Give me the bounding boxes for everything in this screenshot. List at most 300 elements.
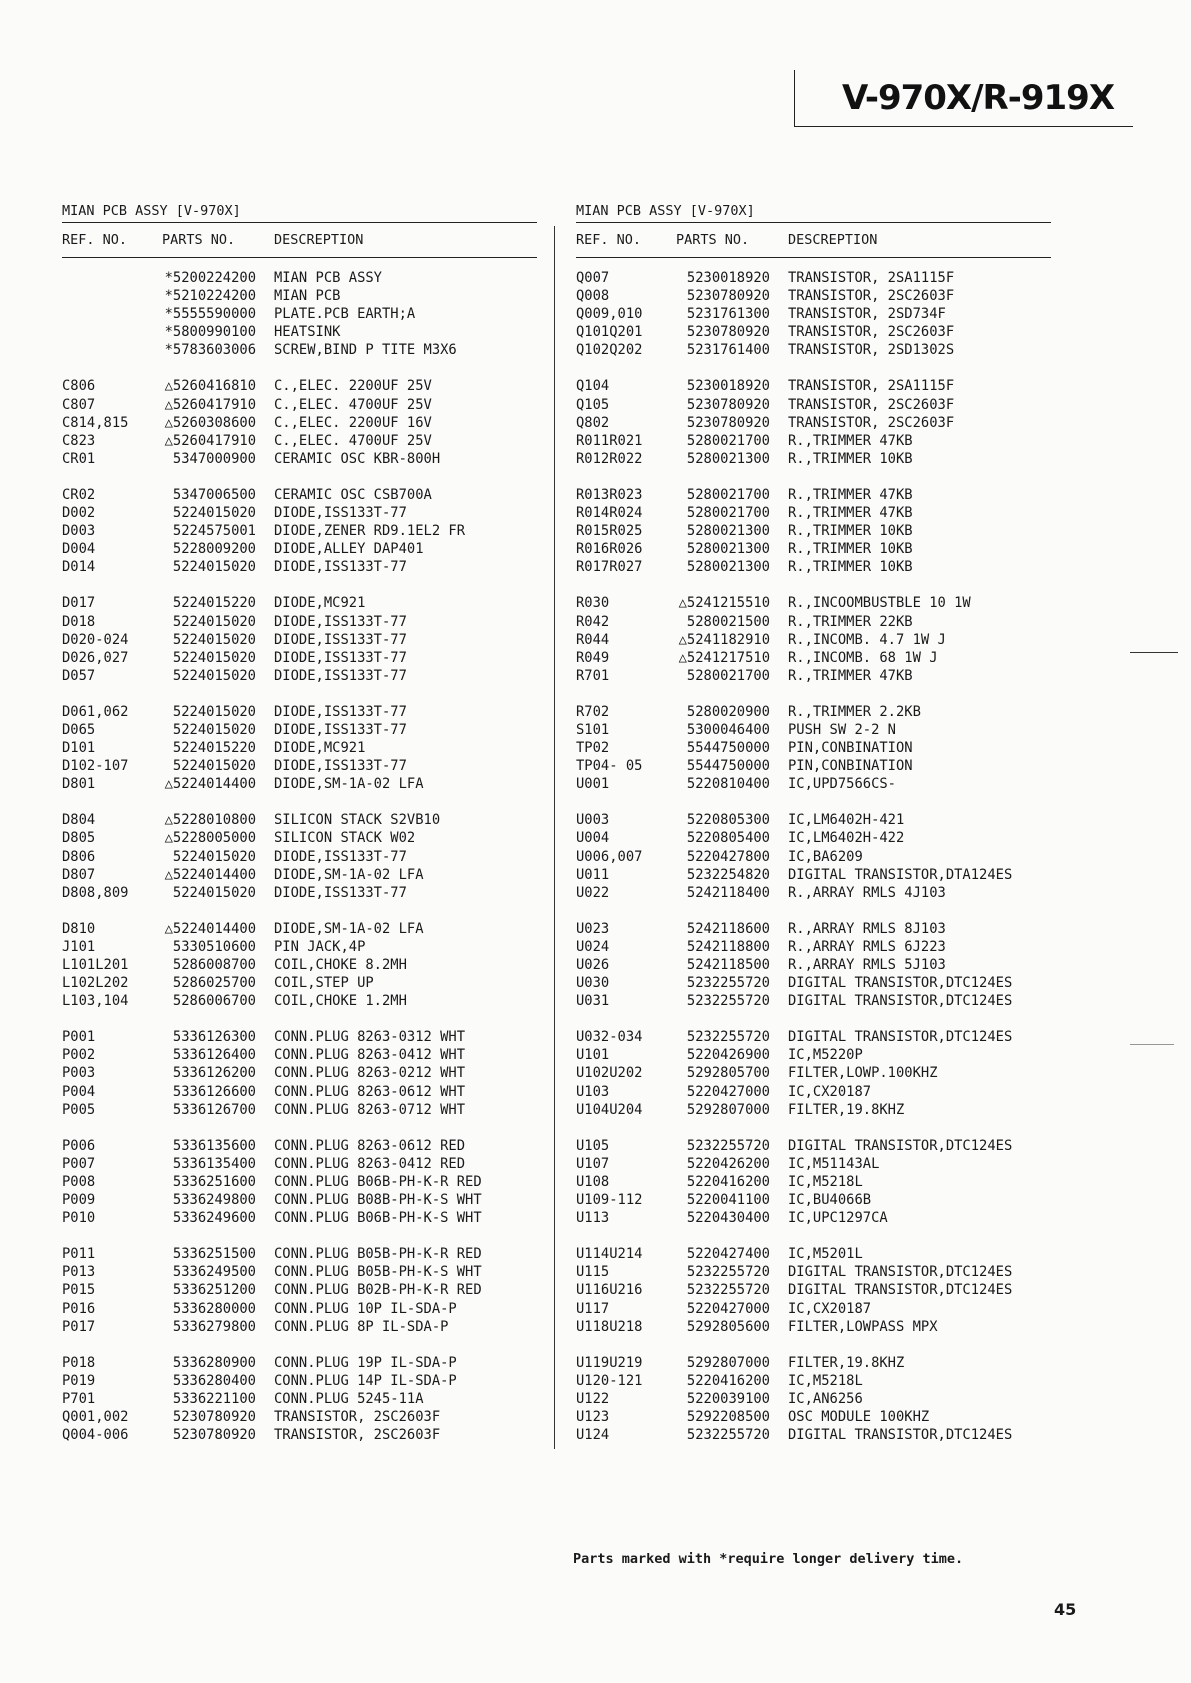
description-cell: FILTER,19.8KHZ bbox=[788, 1354, 905, 1371]
table-row bbox=[62, 522, 537, 540]
table-row bbox=[576, 1101, 1051, 1119]
table-row bbox=[576, 287, 1051, 305]
ref-no-cell: D808,809 bbox=[62, 884, 129, 901]
ref-no-cell: R017R027 bbox=[576, 559, 643, 576]
parts-no-cell: 5220427800 bbox=[686, 848, 770, 865]
table-row bbox=[576, 341, 1051, 359]
description-cell: TRANSISTOR, 2SC2603F bbox=[788, 288, 955, 305]
ref-no-cell: U004 bbox=[576, 830, 610, 847]
ref-no-cell: P018 bbox=[62, 1354, 96, 1371]
ref-no-cell: R013R023 bbox=[576, 486, 643, 503]
parts-no-cell: 5232255720 bbox=[686, 1137, 770, 1154]
table-header bbox=[62, 223, 537, 257]
description-cell: CONN.PLUG 8263-0412 RED bbox=[274, 1155, 466, 1172]
table-row bbox=[576, 396, 1051, 414]
ref-no-cell: U122 bbox=[576, 1390, 610, 1407]
parts-no-cell: 5336221100 bbox=[172, 1390, 256, 1407]
description-cell: CONN.PLUG 8263-0612 WHT bbox=[274, 1083, 466, 1100]
ref-no-cell: U118U218 bbox=[576, 1318, 643, 1335]
table-row bbox=[576, 1046, 1051, 1064]
parts-no-cell: △5228005000 bbox=[164, 830, 256, 847]
parts-no-cell: 5220416200 bbox=[686, 1372, 770, 1389]
table-row bbox=[62, 1209, 537, 1227]
parts-no-cell: 5230780920 bbox=[172, 1408, 256, 1425]
header-ref-no: REF. NO. bbox=[62, 232, 128, 248]
table-row bbox=[576, 1354, 1051, 1372]
ref-no-cell: D065 bbox=[62, 721, 96, 738]
table-row bbox=[62, 396, 537, 414]
parts-group bbox=[576, 1354, 1051, 1444]
ref-no-cell: L102L202 bbox=[62, 975, 129, 992]
parts-group bbox=[576, 594, 1051, 684]
description-cell: TRANSISTOR, 2SD1302S bbox=[788, 342, 955, 359]
parts-no-cell: 5224015020 bbox=[172, 559, 256, 576]
table-row bbox=[576, 323, 1051, 341]
description-cell: DIGITAL TRANSISTOR,DTC124ES bbox=[788, 1282, 1013, 1299]
table-row bbox=[62, 1191, 537, 1209]
ref-no-cell: TP04- 05 bbox=[576, 758, 643, 775]
ref-no-cell: R015R025 bbox=[576, 523, 643, 540]
column-divider bbox=[554, 226, 555, 1449]
ref-no-cell: J101 bbox=[62, 938, 96, 955]
description-cell: PUSH SW 2-2 N bbox=[788, 721, 896, 738]
description-cell: CONN.PLUG 8263-0712 WHT bbox=[274, 1101, 466, 1118]
description-cell: R.,ARRAY RMLS 8J103 bbox=[788, 920, 946, 937]
table-row bbox=[576, 613, 1051, 631]
table-row bbox=[576, 938, 1051, 956]
ref-no-cell: Q104 bbox=[576, 378, 610, 395]
parts-no-cell: 5230780920 bbox=[172, 1427, 256, 1444]
parts-no-cell: *5200224200 bbox=[164, 270, 256, 286]
ref-no-cell: D017 bbox=[62, 595, 96, 612]
description-cell: R.,TRIMMER 10KB bbox=[788, 523, 913, 540]
ref-no-cell: P004 bbox=[62, 1083, 96, 1100]
table-row bbox=[576, 703, 1051, 721]
ref-no-cell: U022 bbox=[576, 884, 610, 901]
parts-no-cell: 5280021300 bbox=[686, 559, 770, 576]
description-cell: R.,ARRAY RMLS 6J223 bbox=[788, 938, 946, 955]
ref-no-cell bbox=[62, 341, 150, 359]
description-cell: DIODE,ISS133T-77 bbox=[274, 613, 407, 630]
table-row bbox=[62, 1046, 537, 1064]
parts-no-cell: △5241217510 bbox=[678, 649, 770, 666]
description-cell: CERAMIC OSC CSB700A bbox=[274, 486, 432, 503]
ref-no-cell: R016R026 bbox=[576, 541, 643, 558]
parts-no-cell: 5347006500 bbox=[172, 486, 256, 503]
description-cell: R.,TRIMMER 47KB bbox=[788, 667, 913, 684]
description-cell: CONN.PLUG B06B-PH-K-R RED bbox=[274, 1173, 482, 1190]
description-cell: DIODE,ISS133T-77 bbox=[274, 758, 407, 775]
description-cell: IC,BA6209 bbox=[788, 848, 863, 865]
ref-no-cell: U104U204 bbox=[576, 1101, 643, 1118]
table-row bbox=[62, 504, 537, 522]
description-cell: DIODE,SM-1A-02 LFA bbox=[274, 866, 424, 883]
table-header bbox=[576, 223, 1051, 257]
ref-no-cell: R702 bbox=[576, 703, 610, 720]
description-cell: R.,TRIMMER 47KB bbox=[788, 432, 913, 449]
parts-no-cell: 5280021300 bbox=[686, 523, 770, 540]
ref-no-cell: R014R024 bbox=[576, 505, 643, 522]
description-cell: CONN.PLUG 8263-0312 WHT bbox=[274, 1029, 466, 1046]
ref-no-cell: D805 bbox=[62, 830, 96, 847]
table-row bbox=[62, 1318, 537, 1336]
ref-no-cell: U124 bbox=[576, 1427, 610, 1444]
table-row bbox=[62, 829, 537, 847]
parts-no-cell: 5232255720 bbox=[686, 993, 770, 1010]
table-row bbox=[576, 1372, 1051, 1390]
description-cell: R.,INCOOMBUSTBLE 10 1W bbox=[788, 595, 971, 612]
table-row bbox=[62, 848, 537, 866]
description-cell: DIODE,ISS133T-77 bbox=[274, 721, 407, 738]
parts-no-cell: 5224015220 bbox=[172, 595, 256, 612]
table-row bbox=[62, 486, 537, 504]
table-row bbox=[576, 1173, 1051, 1191]
table-row bbox=[62, 649, 537, 667]
ref-no-cell: U117 bbox=[576, 1300, 610, 1317]
ref-no-cell: P008 bbox=[62, 1173, 96, 1190]
section-title: MIAN PCB ASSY [V-970X] bbox=[62, 203, 241, 219]
table-row bbox=[576, 992, 1051, 1010]
description-cell: DIGITAL TRANSISTOR,DTC124ES bbox=[788, 1029, 1013, 1046]
parts-no-cell: 5242118500 bbox=[686, 957, 770, 973]
description-cell: CONN.PLUG 10P IL-SDA-P bbox=[274, 1300, 457, 1317]
ref-no-cell: U026 bbox=[576, 957, 610, 973]
ref-no-cell: D102-107 bbox=[62, 758, 129, 775]
parts-no-cell: 5286006700 bbox=[172, 993, 256, 1010]
parts-no-cell: 5224015020 bbox=[172, 649, 256, 666]
parts-no-cell: 5280021300 bbox=[686, 541, 770, 558]
model-title: V-970X/R-919X bbox=[842, 78, 1115, 118]
ref-no-cell: U102U202 bbox=[576, 1065, 643, 1082]
parts-group bbox=[576, 269, 1051, 359]
ref-no-cell: P011 bbox=[62, 1246, 96, 1263]
description-cell: DIODE,SM-1A-02 LFA bbox=[274, 920, 424, 937]
parts-no-cell: 5286008700 bbox=[172, 957, 256, 973]
ref-no-cell: D004 bbox=[62, 541, 96, 558]
description-cell: DIODE,ZENER RD9.1EL2 FR bbox=[274, 523, 466, 540]
table-row bbox=[576, 486, 1051, 504]
description-cell: CONN.PLUG 8263-0412 WHT bbox=[274, 1047, 466, 1064]
parts-column-right bbox=[576, 200, 1051, 1462]
ref-no-cell: Q001,002 bbox=[62, 1408, 129, 1425]
table-row bbox=[62, 450, 537, 468]
ref-no-cell: C823 bbox=[62, 432, 96, 449]
parts-no-cell: 5224015220 bbox=[172, 740, 256, 757]
margin-mark bbox=[1130, 652, 1178, 653]
parts-no-cell: 5280021300 bbox=[686, 450, 770, 467]
ref-no-cell: Q009,010 bbox=[576, 306, 643, 323]
header-description: DESCREPTION bbox=[274, 232, 364, 248]
table-row bbox=[576, 1028, 1051, 1046]
parts-no-cell: 5220805400 bbox=[686, 830, 770, 847]
parts-group bbox=[62, 1354, 537, 1444]
page-number: 45 bbox=[1054, 1600, 1077, 1619]
table-row bbox=[62, 594, 537, 612]
description-cell: CONN.PLUG 14P IL-SDA-P bbox=[274, 1372, 457, 1389]
parts-no-cell: 5224015020 bbox=[172, 721, 256, 738]
ref-no-cell: D002 bbox=[62, 505, 96, 522]
description-cell: FILTER,LOWPASS MPX bbox=[788, 1318, 938, 1335]
ref-no-cell: U107 bbox=[576, 1155, 610, 1172]
header-parts-no: PARTS NO. bbox=[162, 232, 236, 248]
description-cell: R.,TRIMMER 47KB bbox=[788, 486, 913, 503]
parts-no-cell: 5292805700 bbox=[686, 1065, 770, 1082]
table-row bbox=[576, 920, 1051, 938]
parts-no-cell: 5300046400 bbox=[686, 721, 770, 738]
parts-no-cell: 5230018920 bbox=[686, 378, 770, 395]
description-cell: DIODE,ISS133T-77 bbox=[274, 649, 407, 666]
parts-no-cell: 5232255720 bbox=[686, 1264, 770, 1281]
parts-column-left bbox=[62, 200, 537, 1462]
description-cell: R.,TRIMMER 10KB bbox=[788, 541, 913, 558]
table-row bbox=[62, 1408, 537, 1426]
description-cell: C.,ELEC. 4700UF 25V bbox=[274, 396, 432, 413]
table-row bbox=[62, 613, 537, 631]
ref-no-cell: U031 bbox=[576, 993, 610, 1010]
parts-no-cell: 5292807000 bbox=[686, 1101, 770, 1118]
ref-no-cell: R044 bbox=[576, 631, 610, 648]
ref-no-cell: D806 bbox=[62, 848, 96, 865]
description-cell: DIGITAL TRANSISTOR,DTC124ES bbox=[788, 1427, 1013, 1444]
description-cell: IC,UPC1297CA bbox=[788, 1210, 888, 1227]
ref-no-cell: TP02 bbox=[576, 740, 610, 757]
description-cell: R.,ARRAY RMLS 5J103 bbox=[788, 957, 946, 973]
description-cell: DIODE,MC921 bbox=[274, 740, 366, 757]
parts-no-cell: 5231761300 bbox=[686, 306, 770, 323]
parts-group bbox=[576, 920, 1051, 1010]
description-cell: TRANSISTOR, 2SC2603F bbox=[788, 324, 955, 341]
parts-no-cell: 5220805300 bbox=[686, 812, 770, 829]
table-row bbox=[576, 721, 1051, 739]
ref-no-cell: D014 bbox=[62, 559, 96, 576]
description-cell: COIL,CHOKE 8.2MH bbox=[274, 957, 407, 973]
parts-group bbox=[62, 811, 537, 901]
table-row bbox=[576, 631, 1051, 649]
description-cell: R.,TRIMMER 2.2KB bbox=[788, 703, 921, 720]
ref-no-cell: U101 bbox=[576, 1047, 610, 1064]
description-cell: HEATSINK bbox=[274, 324, 341, 341]
table-row bbox=[62, 1281, 537, 1299]
ref-no-cell: R011R021 bbox=[576, 432, 643, 449]
parts-no-cell: 5336249500 bbox=[172, 1264, 256, 1281]
parts-no-cell: 5220426900 bbox=[686, 1047, 770, 1064]
table-row bbox=[576, 1191, 1051, 1209]
ref-no-cell bbox=[62, 287, 150, 305]
parts-no-cell: 5230780920 bbox=[686, 288, 770, 305]
parts-no-cell: 5228009200 bbox=[172, 541, 256, 558]
table-row bbox=[62, 721, 537, 739]
description-cell: COIL,STEP UP bbox=[274, 975, 374, 992]
table-row bbox=[62, 305, 537, 323]
parts-group bbox=[576, 703, 1051, 793]
table-row bbox=[62, 1263, 537, 1281]
parts-no-cell: 5286025700 bbox=[172, 975, 256, 992]
table-row bbox=[576, 305, 1051, 323]
ref-no-cell: P015 bbox=[62, 1282, 96, 1299]
parts-no-cell: 5224015020 bbox=[172, 848, 256, 865]
table-row bbox=[62, 703, 537, 721]
ref-no-cell: D057 bbox=[62, 667, 96, 684]
table-row bbox=[576, 956, 1051, 974]
description-cell: TRANSISTOR, 2SD734F bbox=[788, 306, 946, 323]
description-cell: DIODE,ISS133T-77 bbox=[274, 884, 407, 901]
parts-no-cell: 5220426200 bbox=[686, 1155, 770, 1172]
description-cell: DIGITAL TRANSISTOR,DTC124ES bbox=[788, 1137, 1013, 1154]
table-row bbox=[62, 920, 537, 938]
ref-no-cell: D101 bbox=[62, 740, 96, 757]
parts-no-cell: 5230780920 bbox=[686, 396, 770, 413]
header-ref-no: REF. NO. bbox=[576, 232, 642, 248]
ref-no-cell: U115 bbox=[576, 1264, 610, 1281]
parts-no-cell: △5224014400 bbox=[164, 866, 256, 883]
ref-no-cell: U001 bbox=[576, 776, 610, 793]
description-cell: DIODE,MC921 bbox=[274, 595, 366, 612]
description-cell: CONN.PLUG B08B-PH-K-S WHT bbox=[274, 1192, 482, 1209]
table-row bbox=[62, 287, 537, 305]
parts-no-cell: 5232255720 bbox=[686, 1029, 770, 1046]
parts-no-cell: 5224575001 bbox=[172, 523, 256, 540]
table-row bbox=[62, 1245, 537, 1263]
ref-no-cell: Q004-006 bbox=[62, 1427, 129, 1444]
parts-no-cell: 5280021700 bbox=[686, 486, 770, 503]
ref-no-cell: P001 bbox=[62, 1029, 96, 1046]
ref-no-cell: D020-024 bbox=[62, 631, 129, 648]
parts-no-cell: 5336135400 bbox=[172, 1155, 256, 1172]
table-row bbox=[62, 667, 537, 685]
parts-no-cell: 5336251200 bbox=[172, 1282, 256, 1299]
table-row bbox=[62, 414, 537, 432]
description-cell: TRANSISTOR, 2SC2603F bbox=[274, 1427, 441, 1444]
table-row bbox=[576, 504, 1051, 522]
ref-no-cell: R049 bbox=[576, 649, 610, 666]
parts-no-cell: 5232255720 bbox=[686, 975, 770, 992]
table-row bbox=[576, 450, 1051, 468]
description-cell: DIODE,ISS133T-77 bbox=[274, 631, 407, 648]
ref-no-cell: R042 bbox=[576, 613, 610, 630]
description-cell: IC,M5218L bbox=[788, 1372, 863, 1389]
parts-no-cell: 5230018920 bbox=[686, 270, 770, 286]
parts-no-cell: 5224015020 bbox=[172, 758, 256, 775]
parts-no-cell: 5336251600 bbox=[172, 1173, 256, 1190]
parts-no-cell: 5336249600 bbox=[172, 1210, 256, 1227]
table-row bbox=[62, 884, 537, 902]
table-row bbox=[576, 1155, 1051, 1173]
ref-no-cell: U006,007 bbox=[576, 848, 643, 865]
description-cell: R.,INCOMB. 4.7 1W J bbox=[788, 631, 946, 648]
table-row bbox=[62, 1028, 537, 1046]
description-cell: DIODE,ISS133T-77 bbox=[274, 703, 407, 720]
parts-no-cell: △5260417910 bbox=[164, 396, 256, 413]
table-row bbox=[576, 269, 1051, 287]
parts-no-cell: △5241182910 bbox=[678, 631, 770, 648]
parts-no-cell: 5280021700 bbox=[686, 667, 770, 684]
description-cell: TRANSISTOR, 2SA1115F bbox=[788, 378, 955, 395]
ref-no-cell: U103 bbox=[576, 1083, 610, 1100]
parts-group bbox=[62, 703, 537, 793]
parts-group bbox=[62, 486, 537, 576]
parts-no-cell: *5783603006 bbox=[164, 342, 256, 359]
parts-no-cell: △5260417910 bbox=[164, 432, 256, 449]
parts-no-cell: 5242118800 bbox=[686, 938, 770, 955]
ref-no-cell: D801 bbox=[62, 776, 96, 793]
parts-no-cell: 5224015020 bbox=[172, 631, 256, 648]
description-cell: TRANSISTOR, 2SC2603F bbox=[274, 1408, 441, 1425]
parts-no-cell: 5292807000 bbox=[686, 1354, 770, 1371]
ref-no-cell: R030 bbox=[576, 595, 610, 612]
ref-no-cell: U113 bbox=[576, 1210, 610, 1227]
ref-no-cell: U123 bbox=[576, 1408, 610, 1425]
parts-no-cell: *5800990100 bbox=[164, 324, 256, 341]
ref-no-cell: U120-121 bbox=[576, 1372, 643, 1389]
table-row bbox=[62, 1390, 537, 1408]
ref-no-cell: P013 bbox=[62, 1264, 96, 1281]
ref-no-cell: U011 bbox=[576, 866, 610, 883]
description-cell: CONN.PLUG B06B-PH-K-S WHT bbox=[274, 1210, 482, 1227]
description-cell: IC,LM6402H-422 bbox=[788, 830, 905, 847]
table-row bbox=[62, 1155, 537, 1173]
table-row bbox=[62, 631, 537, 649]
parts-no-cell: 5336126600 bbox=[172, 1083, 256, 1100]
parts-no-cell: △5241215510 bbox=[678, 595, 770, 612]
table-row bbox=[576, 848, 1051, 866]
ref-no-cell: Q007 bbox=[576, 270, 610, 286]
ref-no-cell: D003 bbox=[62, 523, 96, 540]
table-row bbox=[62, 1101, 537, 1119]
ref-no-cell: L101L201 bbox=[62, 957, 129, 973]
description-cell: IC,CX20187 bbox=[788, 1300, 872, 1317]
ref-no-cell: D061,062 bbox=[62, 703, 129, 720]
parts-no-cell: 5231761400 bbox=[686, 342, 770, 359]
description-cell: CONN.PLUG 19P IL-SDA-P bbox=[274, 1354, 457, 1371]
description-cell: PLATE.PCB EARTH;A bbox=[274, 306, 416, 323]
ref-no-cell: P701 bbox=[62, 1390, 96, 1407]
parts-group bbox=[576, 1028, 1051, 1118]
table-row bbox=[62, 432, 537, 450]
parts-groups bbox=[62, 269, 537, 1444]
parts-no-cell: *5210224200 bbox=[164, 288, 256, 305]
parts-no-cell: 5220427000 bbox=[686, 1300, 770, 1317]
parts-group bbox=[576, 377, 1051, 467]
table-row bbox=[62, 1426, 537, 1444]
parts-no-cell: 5336126300 bbox=[172, 1029, 256, 1046]
description-cell: CONN.PLUG 5245-11A bbox=[274, 1390, 424, 1407]
description-cell: DIODE,ISS133T-77 bbox=[274, 505, 407, 522]
table-row bbox=[62, 1372, 537, 1390]
table-row bbox=[62, 1173, 537, 1191]
description-cell: TRANSISTOR, 2SC2603F bbox=[788, 414, 955, 431]
table-row bbox=[62, 1083, 537, 1101]
parts-group bbox=[62, 269, 537, 359]
ref-no-cell bbox=[62, 305, 150, 323]
table-row bbox=[576, 1263, 1051, 1281]
table-row bbox=[576, 667, 1051, 685]
parts-group bbox=[576, 811, 1051, 901]
ref-no-cell: U105 bbox=[576, 1137, 610, 1154]
description-cell: TRANSISTOR, 2SA1115F bbox=[788, 270, 955, 286]
description-cell: SILICON STACK S2VB10 bbox=[274, 812, 441, 829]
description-cell: IC,UPD7566CS- bbox=[788, 776, 896, 793]
table-row bbox=[576, 649, 1051, 667]
description-cell: DIGITAL TRANSISTOR,DTC124ES bbox=[788, 993, 1013, 1010]
table-row bbox=[62, 938, 537, 956]
ref-no-cell: Q102Q202 bbox=[576, 342, 643, 359]
description-cell: C.,ELEC. 4700UF 25V bbox=[274, 432, 432, 449]
ref-no-cell bbox=[62, 269, 150, 287]
ref-no-cell: U108 bbox=[576, 1173, 610, 1190]
table-row bbox=[576, 1209, 1051, 1227]
table-row bbox=[576, 540, 1051, 558]
table-row bbox=[576, 1064, 1051, 1082]
